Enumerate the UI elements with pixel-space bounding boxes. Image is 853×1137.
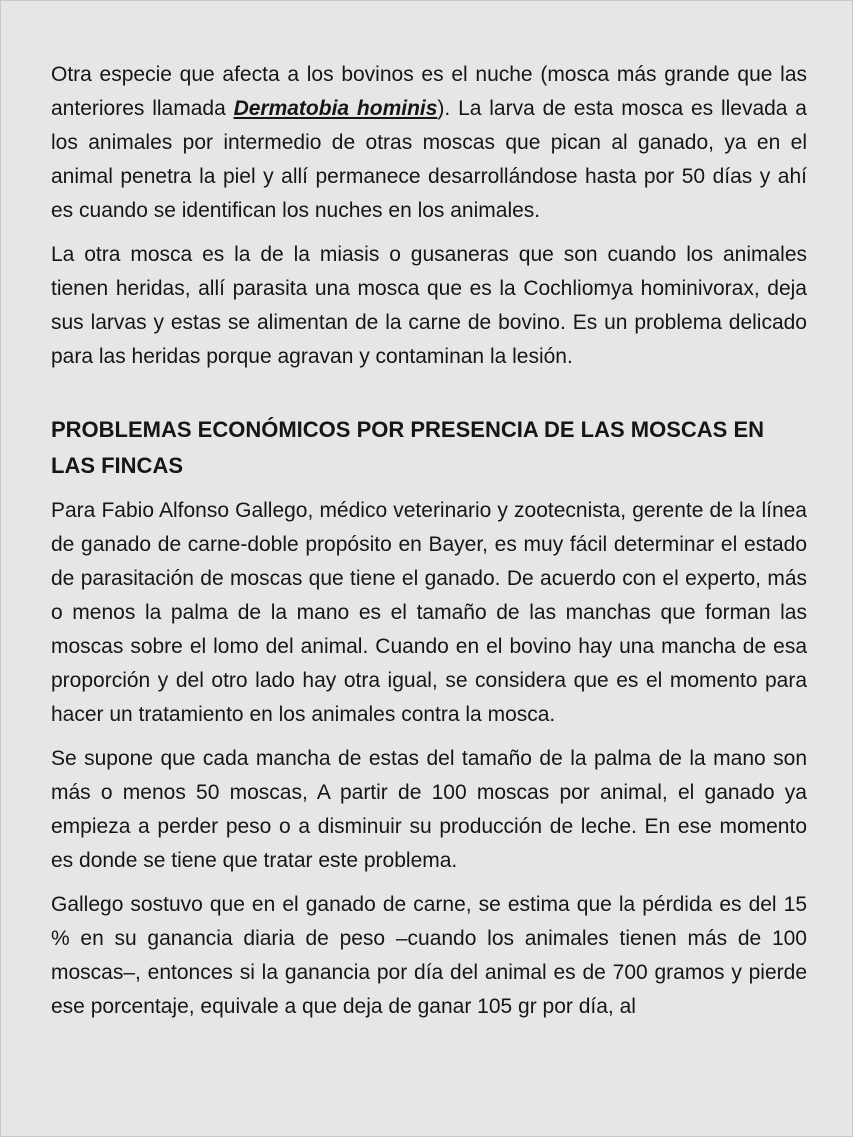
section-heading: PROBLEMAS ECONÓMICOS POR PRESENCIA DE LAS MOSCAS EN LAS FINCAS [51, 417, 765, 478]
paragraph-nuche-text-end: ). La larva de esta mosca es llevada a los animales por intermedio de otras moscas que pican al ganado, ya en el animal penetra la piel y allí permanece desarrollándose hasta por 50 días y ahí es cuando se identifican los nuches en los animales. [51, 97, 807, 222]
paragraph-mancha: Se supone que cada mancha de estas del tamaño de la palma de la mano son más o menos 50 moscas, A partir de 100 moscas por animal, el ganado ya empieza a perder peso o a disminuir su producción de leche. En ese momento es donde se tiene que tratar este problema. [51, 747, 807, 872]
species-term: Dermatobia hominis [233, 97, 438, 120]
paragraph-perdida: Gallego sostuvo que en el ganado de carne, se estima que la pérdida es del 15 % en su ganancia diaria de peso –cuando los animales tienen más de 100 moscas–, entonces si la ganancia por día del animal es de 700 gramos y pierde ese porcentaje, equivale a que deja de ganar 105 gr por día, al [51, 893, 807, 1018]
paragraph-gallego-intro: Para Fabio Alfonso Gallego, médico veterinario y zootecnista, gerente de la línea de ganado de carne-doble propósito en Bayer, es muy fácil determinar el estado de parasitación de moscas que tiene el ganado. De acuerdo con el experto, más o menos la palma de la mano es el tamaño de las manchas que forman las moscas sobre el lomo del animal. Cuando en el bovino hay una mancha de esa proporción y del otro lado hay otra igual, se considera que es el momento para hacer un tratamiento en los animales contra la mosca. [51, 499, 807, 726]
paragraph-nuche-text-start: Otra especie que afecta a los bovinos es el nuche (mosca más grande que las anteriores llamada [51, 63, 807, 120]
document-body [51, 58, 807, 1034]
paragraph-miasis: La otra mosca es la de la miasis o gusaneras que son cuando los animales tienen heridas, allí parasita una mosca que es la Cochliomya hominivorax, deja sus larvas y estas se alimentan de la carne de bovino. Es un problema delicado para las heridas porque agravan y contaminan la lesión. [51, 243, 807, 368]
paragraph-nuche [51, 58, 807, 228]
